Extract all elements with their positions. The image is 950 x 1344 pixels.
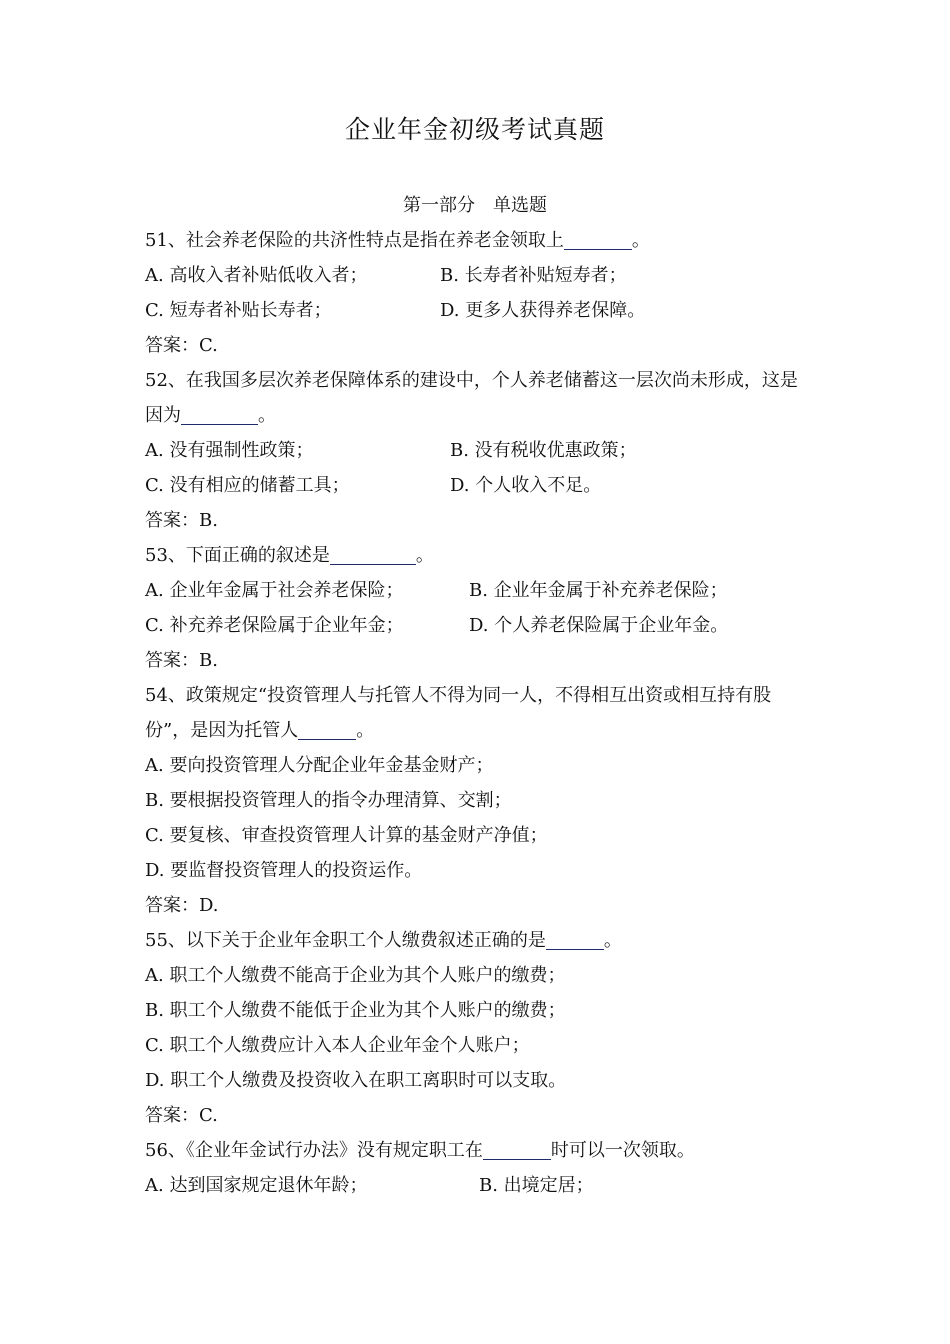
question-text: 。 <box>603 930 622 951</box>
question-55-option-a: A. 职工个人缴费不能高于企业为其个人账户的缴费； <box>145 965 566 986</box>
option-d: D. 更多人获得养老保障。 <box>440 300 646 321</box>
question-52-stem-line1: 52、在我国多层次养老保障体系的建设中，个人养老储蓄这一层次尚未形成，这是 <box>145 370 798 391</box>
question-text: 55、以下关于企业年金职工个人缴费叙述正确的是 <box>145 930 546 951</box>
question-text: 51、社会养老保险的共济性特点是指在养老金领取上 <box>145 230 564 251</box>
answer-51: 答案：C. <box>145 335 218 356</box>
question-text: 56、《企业年金试行办法》没有规定职工在 <box>145 1140 483 1161</box>
question-text: 。 <box>258 405 276 426</box>
answer-blank <box>181 402 258 425</box>
question-54-stem-line2 <box>145 713 850 748</box>
question-51-options-ab <box>145 258 850 293</box>
question-text: 份”，是因为托管人 <box>145 720 299 741</box>
option-b: B. 出境定居； <box>479 1175 594 1196</box>
question-text: 。 <box>356 720 375 741</box>
option-b: B. 企业年金属于补充养老保险； <box>469 580 728 601</box>
question-list <box>145 223 850 1203</box>
question-text: 。 <box>631 230 650 251</box>
answer-52: 答案：B. <box>145 510 218 531</box>
question-53-stem <box>145 538 850 573</box>
section-heading: 第一部分 单选题 <box>403 195 547 216</box>
question-55-stem <box>145 923 850 958</box>
question-55-option-d: D. 职工个人缴费及投资收入在职工离职时可以支取。 <box>145 1070 567 1091</box>
option-b: B. 长寿者补贴短寿者； <box>440 265 627 286</box>
option-a: A. 企业年金属于社会养老保险； <box>145 580 404 601</box>
option-c: C. 没有相应的储蓄工具； <box>145 475 350 496</box>
question-55-option-c: C. 职工个人缴费应计入本人企业年金个人账户； <box>145 1035 530 1056</box>
option-b: B. 没有税收优惠政策； <box>450 440 637 461</box>
question-54-option-d: D. 要监督投资管理人的投资运作。 <box>145 860 423 881</box>
page-title: 企业年金初级考试真题 <box>344 115 605 144</box>
question-53-options-ab <box>145 573 850 608</box>
question-text: 53、下面正确的叙述是 <box>145 545 330 566</box>
answer-54: 答案：D. <box>145 895 219 916</box>
question-text: 因为 <box>145 405 181 426</box>
option-a: A. 达到国家规定退休年龄； <box>145 1175 368 1196</box>
answer-55: 答案：C. <box>145 1105 218 1126</box>
answer-blank <box>564 227 632 250</box>
option-a: A. 高收入者补贴低收入者； <box>145 265 368 286</box>
question-52-options-cd <box>145 468 850 503</box>
answer-blank <box>483 1137 551 1160</box>
option-c: C. 短寿者补贴长寿者； <box>145 300 332 321</box>
question-text: 时可以一次领取。 <box>550 1140 695 1161</box>
question-51-options-cd <box>145 293 850 328</box>
question-52-options-ab <box>145 433 850 468</box>
question-54-option-a: A. 要向投资管理人分配企业年金基金财产； <box>145 755 494 776</box>
option-a: A. 没有强制性政策； <box>145 440 314 461</box>
option-c: C. 补充养老保险属于企业年金； <box>145 615 404 636</box>
answer-blank <box>298 717 356 740</box>
question-56-options-ab <box>145 1168 850 1203</box>
question-54-option-b: B. 要根据投资管理人的指令办理清算、交割； <box>145 790 512 811</box>
answer-53: 答案：B. <box>145 650 218 671</box>
question-52-stem-line2 <box>145 398 850 433</box>
question-text: 。 <box>415 545 434 566</box>
question-55-option-b: B. 职工个人缴费不能低于企业为其个人账户的缴费； <box>145 1000 566 1021</box>
option-d: D. 个人养老保险属于企业年金。 <box>469 615 729 636</box>
question-51-stem <box>145 223 850 258</box>
answer-blank <box>330 542 416 565</box>
answer-blank <box>546 927 604 950</box>
option-d: D. 个人收入不足。 <box>450 475 602 496</box>
question-56-stem <box>145 1133 850 1168</box>
question-54-option-c: C. 要复核、审查投资管理人计算的基金财产净值； <box>145 825 548 846</box>
question-53-options-cd <box>145 608 850 643</box>
question-54-stem-line1: 54、政策规定“投资管理人与托管人不得为同一人，不得相互出资或相互持有股 <box>145 685 772 706</box>
